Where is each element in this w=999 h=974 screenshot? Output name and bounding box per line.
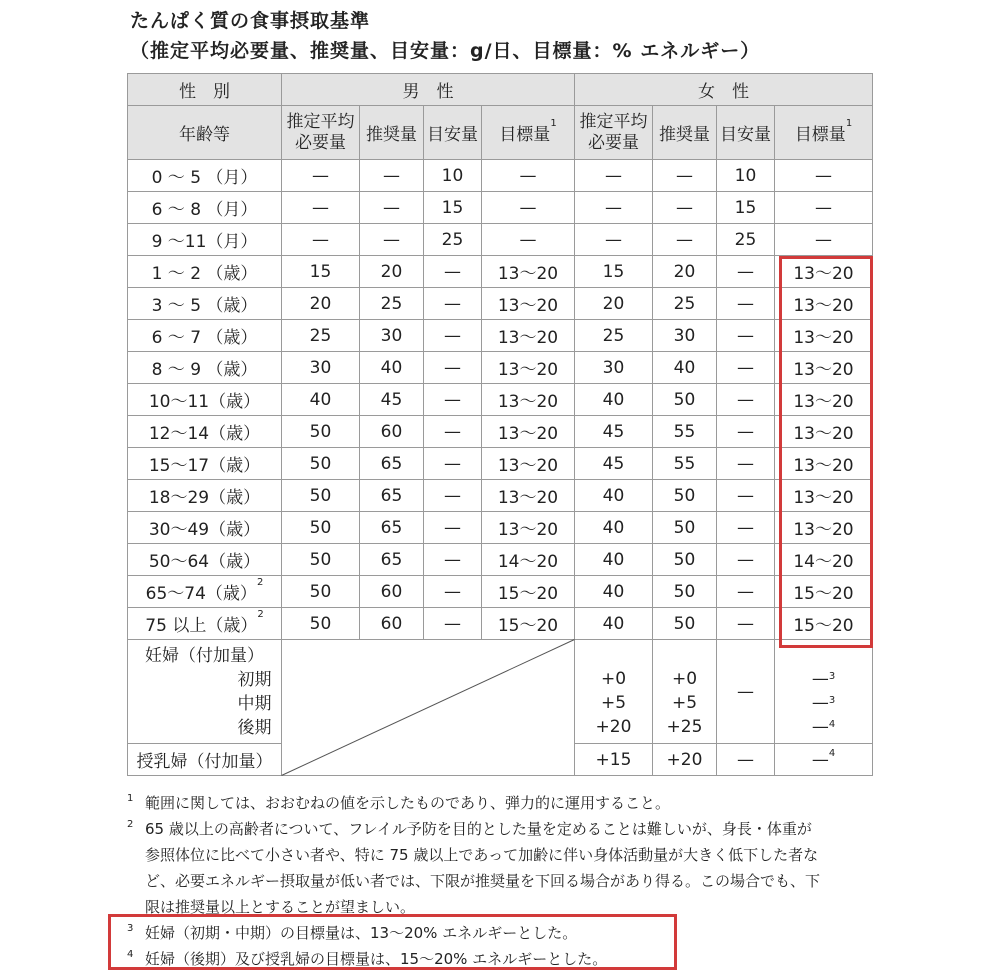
age-cell (128, 288, 282, 320)
pregnant-dg-mid (775, 691, 872, 715)
male-rda-cell: 60 (360, 608, 424, 640)
lactating-dg-value: — (811, 749, 829, 770)
female-rda-cell: 50 (653, 480, 717, 512)
header-male-rda: 推奨量 (360, 106, 424, 160)
age-cell (128, 576, 282, 608)
pregnant-dg-late-value: — (811, 716, 829, 737)
footnote-line: 範囲に関しては、おおむねの値を示したものであり、弾力的に運用すること。 (145, 794, 671, 812)
age-label: 3 ～ 5 （歳） (151, 296, 258, 316)
female-dg-cell: — (775, 192, 873, 224)
female-dg-cell: 14～20 (775, 544, 873, 576)
header-male-ear (282, 106, 360, 160)
male-ear-cell: 50 (282, 576, 360, 608)
footnote-number: 1 (127, 793, 134, 804)
pregnant-ear-early: +0 (600, 668, 627, 689)
male-ai-cell: — (424, 544, 482, 576)
male-ear-cell: 50 (282, 608, 360, 640)
age-label: 75 以上（歳） (145, 616, 258, 636)
male-rda-cell: 60 (360, 416, 424, 448)
footnote-number: 3 (127, 923, 134, 934)
female-rda-cell: 50 (653, 576, 717, 608)
female-ear-cell: 40 (575, 576, 653, 608)
male-ear-cell: 30 (282, 352, 360, 384)
table-row (128, 576, 873, 608)
female-ai-cell: — (717, 352, 775, 384)
male-ai-cell: 15 (424, 192, 482, 224)
pregnant-ear-late: +20 (595, 716, 632, 737)
age-label: 50～64（歳） (148, 552, 261, 572)
male-ai-cell: — (424, 608, 482, 640)
female-ai-cell: — (717, 512, 775, 544)
age-label: 6 ～ 7 （歳） (151, 328, 258, 348)
footnote-ref: 3 (828, 670, 836, 682)
age-label: 9 ～11（月） (151, 232, 258, 252)
table-row (128, 288, 873, 320)
male-ai-cell: — (424, 256, 482, 288)
header-female-ai: 目安量 (717, 106, 775, 160)
female-ear-cell: 20 (575, 288, 653, 320)
female-ear-cell: 25 (575, 320, 653, 352)
age-cell (128, 352, 282, 384)
female-rda-cell: 50 (653, 384, 717, 416)
male-dg-cell: 13～20 (482, 448, 575, 480)
male-dg-cell: — (482, 224, 575, 256)
pregnant-dg-early (775, 667, 872, 691)
header-male-dg (482, 106, 575, 160)
age-cell (128, 160, 282, 192)
male-dg-cell: — (482, 192, 575, 224)
female-ai-cell: — (717, 480, 775, 512)
footnote-ref: 1 (845, 118, 853, 129)
header-row-sex (128, 74, 873, 106)
female-ear-cell: 40 (575, 512, 653, 544)
header-ear-line2: 必要量 (588, 132, 639, 153)
male-dg-cell: 14～20 (482, 544, 575, 576)
female-rda-cell: 25 (653, 288, 717, 320)
female-ear-cell: 15 (575, 256, 653, 288)
male-rda-cell: 65 (360, 480, 424, 512)
male-ai-cell: — (424, 384, 482, 416)
footnote-line: 65 歳以上の高齢者について、フレイル予防を目的とした量を定めることは難しいが、身長・体重が (145, 820, 812, 838)
male-ai-cell: — (424, 576, 482, 608)
header-row-columns (128, 106, 873, 160)
male-ai-cell: 10 (424, 160, 482, 192)
age-cell (128, 448, 282, 480)
header-ear-line2: 必要量 (295, 132, 346, 153)
male-ai-cell: 25 (424, 224, 482, 256)
table-row (128, 256, 873, 288)
male-dg-cell: 13～20 (482, 288, 575, 320)
pregnant-rda-mid: +5 (671, 692, 698, 713)
male-ear-cell: — (282, 224, 360, 256)
male-rda-cell: 65 (360, 544, 424, 576)
male-rda-cell: 65 (360, 512, 424, 544)
pregnant-dg-early-value: — (811, 668, 829, 689)
male-ear-cell: 50 (282, 480, 360, 512)
table-row (128, 192, 873, 224)
female-dg-cell: 13～20 (775, 320, 873, 352)
male-rda-cell: 40 (360, 352, 424, 384)
female-ear-cell: 40 (575, 384, 653, 416)
female-ear-cell: — (575, 160, 653, 192)
age-cell (128, 384, 282, 416)
header-ear-line1: 推定平均 (286, 111, 355, 132)
age-cell (128, 192, 282, 224)
male-dg-cell: 13～20 (482, 352, 575, 384)
male-rda-cell: 30 (360, 320, 424, 352)
male-ear-cell: — (282, 160, 360, 192)
pregnant-ear-cell (575, 640, 653, 744)
age-cell (128, 512, 282, 544)
lactating-label: 授乳婦（付加量） (128, 744, 282, 776)
female-ai-cell: 25 (717, 224, 775, 256)
pregnant-late-label: 後期 (237, 717, 272, 738)
footnote-ref: 1 (550, 118, 557, 129)
female-ear-cell: — (575, 224, 653, 256)
female-rda-cell: 55 (653, 416, 717, 448)
footnote-line: 妊婦（後期）及び授乳婦の目標量は、15～20% エネルギーとした。 (145, 950, 608, 968)
female-rda-cell: — (653, 224, 717, 256)
female-rda-cell: 50 (653, 608, 717, 640)
male-dg-cell: 13～20 (482, 480, 575, 512)
footnote (127, 946, 887, 972)
age-label: 0 ～ 5 （月） (151, 168, 258, 188)
female-dg-cell: 13～20 (775, 448, 873, 480)
male-ear-cell: 50 (282, 448, 360, 480)
pregnant-ai-cell: — (717, 640, 775, 744)
male-rda-cell: — (360, 192, 424, 224)
female-ai-cell: — (717, 416, 775, 448)
footnote-line: 妊婦（初期・中期）の目標量は、13～20% エネルギーとした。 (145, 924, 578, 942)
lactating-ear: +15 (575, 744, 653, 776)
footnote-ref: 4 (828, 747, 836, 759)
header-dg-label: 目標量 (794, 125, 846, 145)
header-female: 女 性 (575, 74, 873, 106)
age-cell (128, 320, 282, 352)
female-dg-cell: — (775, 160, 873, 192)
header-sex: 性 別 (128, 74, 282, 106)
male-ai-cell: — (424, 448, 482, 480)
age-label: 18～29（歳） (148, 488, 261, 508)
pregnant-mid-label: 中期 (237, 693, 272, 714)
page-subtitle: （推定平均必要量、推奨量、目安量：g/日、目標量：% エネルギー） (130, 40, 761, 62)
female-dg-cell: 13～20 (775, 384, 873, 416)
header-female-rda: 推奨量 (653, 106, 717, 160)
male-rda-cell: 25 (360, 288, 424, 320)
table-row (128, 352, 873, 384)
header-ear-line1: 推定平均 (579, 111, 648, 132)
female-rda-cell: 30 (653, 320, 717, 352)
female-ear-cell: 40 (575, 480, 653, 512)
male-dg-cell: 13～20 (482, 384, 575, 416)
lactating-dg (775, 744, 873, 776)
female-rda-cell: 50 (653, 512, 717, 544)
pregnant-rda-early: +0 (671, 668, 698, 689)
age-label: 15～17（歳） (148, 456, 261, 476)
male-ai-cell: — (424, 480, 482, 512)
female-rda-cell: 40 (653, 352, 717, 384)
female-ai-cell: — (717, 384, 775, 416)
female-ai-cell: — (717, 608, 775, 640)
footnotes (127, 790, 887, 972)
footnote-line: 参照体位に比べて小さい者や、特に 75 歳以上であって加齢に伴い身体活動量が大きく低下した者な (145, 846, 819, 864)
male-dg-cell: 13～20 (482, 512, 575, 544)
header-female-dg (775, 106, 873, 160)
female-rda-cell: 20 (653, 256, 717, 288)
female-ear-cell: 40 (575, 544, 653, 576)
table-row (128, 480, 873, 512)
female-rda-cell: — (653, 192, 717, 224)
male-not-applicable-cell (282, 640, 575, 776)
pregnant-dg-cell (775, 640, 873, 744)
age-cell (128, 608, 282, 640)
header-female-ear (575, 106, 653, 160)
table-row (128, 448, 873, 480)
female-ai-cell: — (717, 256, 775, 288)
table-row (128, 416, 873, 448)
female-dg-cell: 13～20 (775, 256, 873, 288)
male-ear-cell: 50 (282, 512, 360, 544)
pregnant-label: 妊婦（付加量） (145, 645, 264, 666)
age-cell (128, 480, 282, 512)
male-rda-cell: — (360, 160, 424, 192)
footnote-number: 2 (127, 819, 134, 830)
female-ear-cell: 45 (575, 448, 653, 480)
footnote-number: 4 (127, 949, 134, 960)
female-ear-cell: 45 (575, 416, 653, 448)
female-ai-cell: — (717, 544, 775, 576)
table-row (128, 384, 873, 416)
male-dg-cell: — (482, 160, 575, 192)
male-ai-cell: — (424, 320, 482, 352)
male-rda-cell: — (360, 224, 424, 256)
footnote (127, 920, 887, 946)
footnote-ref: 2 (256, 577, 264, 588)
age-label: 10～11（歳） (148, 392, 261, 412)
female-rda-cell: 55 (653, 448, 717, 480)
footnote-ref: 3 (828, 694, 836, 706)
footnote (127, 790, 887, 816)
table-row (128, 160, 873, 192)
header-dg-label: 目標量 (499, 125, 551, 145)
female-ai-cell: 15 (717, 192, 775, 224)
age-cell (128, 544, 282, 576)
footnote-line: ど、必要エネルギー摂取量が低い者では、下限が推奨量を下回る場合があり得る。この場合でも、下 (145, 872, 821, 890)
pregnant-row (128, 640, 873, 744)
female-ear-cell: — (575, 192, 653, 224)
male-ear-cell: 25 (282, 320, 360, 352)
footnote-line: 限は推奨量以上とすることが望ましい。 (145, 898, 416, 916)
table-row (128, 544, 873, 576)
male-ear-cell: 40 (282, 384, 360, 416)
male-ear-cell: — (282, 192, 360, 224)
pregnant-rda-late: +25 (666, 716, 703, 737)
male-rda-cell: 20 (360, 256, 424, 288)
male-ear-cell: 20 (282, 288, 360, 320)
age-label: 30～49（歳） (148, 520, 261, 540)
female-ai-cell: 10 (717, 160, 775, 192)
female-ai-cell: — (717, 320, 775, 352)
table-row (128, 512, 873, 544)
male-dg-cell: 15～20 (482, 608, 575, 640)
female-dg-cell: 13～20 (775, 352, 873, 384)
female-dg-cell: 15～20 (775, 608, 873, 640)
age-label: 12～14（歳） (148, 424, 261, 444)
header-male-ai: 目安量 (424, 106, 482, 160)
female-ai-cell: — (717, 448, 775, 480)
lactating-rda: +20 (653, 744, 717, 776)
header-age: 年齢等 (128, 106, 282, 160)
age-label: 8 ～ 9 （歳） (151, 360, 258, 380)
male-dg-cell: 13～20 (482, 256, 575, 288)
female-dg-cell: 13～20 (775, 480, 873, 512)
header-male: 男 性 (282, 74, 575, 106)
female-ai-cell: — (717, 288, 775, 320)
male-rda-cell: 45 (360, 384, 424, 416)
female-rda-cell: 50 (653, 544, 717, 576)
age-cell (128, 416, 282, 448)
page-title: たんぱく質の食事摂取基準 (130, 10, 371, 32)
table-row (128, 608, 873, 640)
female-dg-cell: 13～20 (775, 288, 873, 320)
footnote-ref: 4 (828, 718, 836, 730)
male-ear-cell: 15 (282, 256, 360, 288)
male-ai-cell: — (424, 288, 482, 320)
age-cell (128, 256, 282, 288)
male-ai-cell: — (424, 352, 482, 384)
male-rda-cell: 65 (360, 448, 424, 480)
lactating-ai: — (717, 744, 775, 776)
male-dg-cell: 13～20 (482, 320, 575, 352)
female-ai-cell: — (717, 576, 775, 608)
male-ear-cell: 50 (282, 544, 360, 576)
footnote (127, 816, 887, 920)
pregnant-dg-mid-value: — (811, 692, 829, 713)
female-dg-cell: 13～20 (775, 416, 873, 448)
age-label: 65～74（歳） (145, 584, 257, 604)
male-dg-cell: 13～20 (482, 416, 575, 448)
male-ai-cell: — (424, 416, 482, 448)
pregnant-dg-late (775, 715, 872, 739)
female-dg-cell: — (775, 224, 873, 256)
pregnant-label-cell (128, 640, 282, 744)
age-cell (128, 224, 282, 256)
female-ear-cell: 40 (575, 608, 653, 640)
female-ear-cell: 30 (575, 352, 653, 384)
male-ear-cell: 50 (282, 416, 360, 448)
table-row (128, 320, 873, 352)
pregnant-ear-mid: +5 (600, 692, 627, 713)
age-label: 6 ～ 8 （月） (151, 200, 258, 220)
table-row (128, 224, 873, 256)
male-dg-cell: 15～20 (482, 576, 575, 608)
female-dg-cell: 13～20 (775, 512, 873, 544)
footnote-ref: 2 (257, 609, 264, 620)
male-ai-cell: — (424, 512, 482, 544)
male-rda-cell: 60 (360, 576, 424, 608)
protein-intake-table (127, 73, 873, 776)
female-rda-cell: — (653, 160, 717, 192)
pregnant-rda-cell (653, 640, 717, 744)
female-dg-cell: 15～20 (775, 576, 873, 608)
pregnant-early-label: 初期 (237, 669, 272, 690)
age-label: 1 ～ 2 （歳） (151, 264, 258, 284)
